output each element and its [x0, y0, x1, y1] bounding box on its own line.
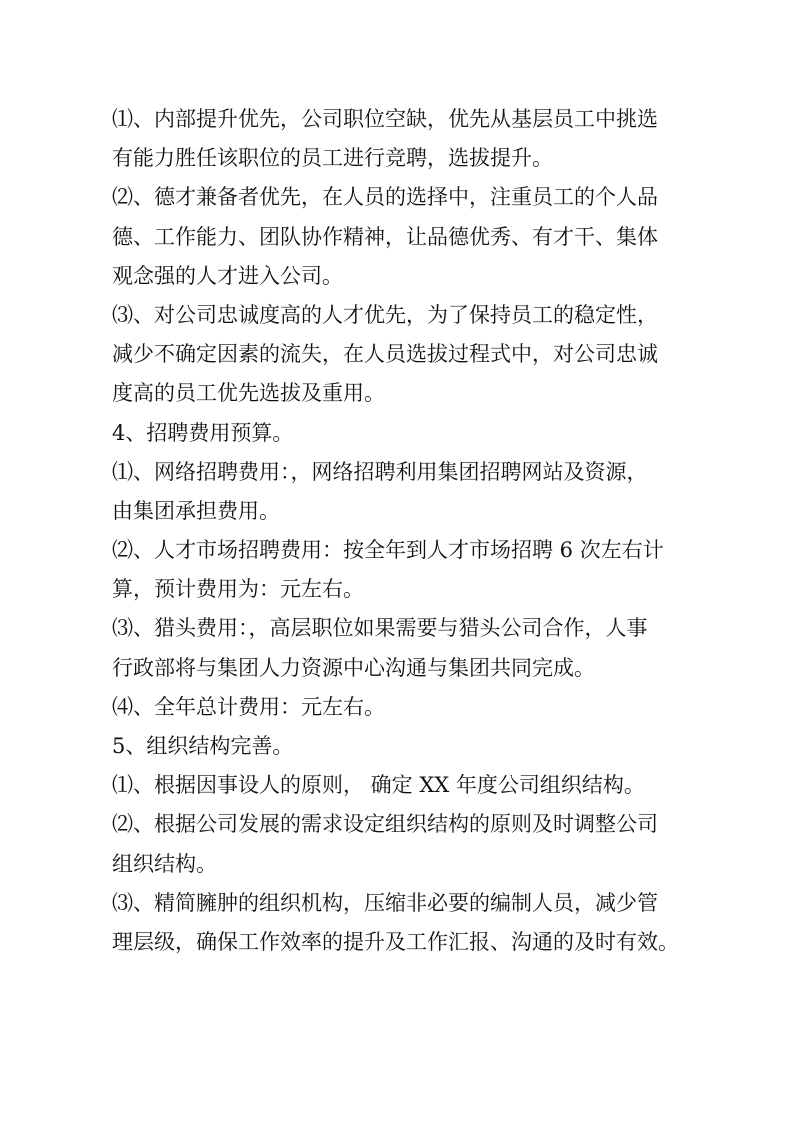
- text-line: ⑵、人才市场招聘费用：按全年到人才市场招聘 6 次左右计: [112, 538, 664, 563]
- text-line: ⑴、根据因事设人的原则， 确定 XX 年度公司组织结构。: [112, 773, 645, 798]
- text-line: ⑵、德才兼备者优先，在人员的选择中，注重员工的个人品: [112, 185, 658, 210]
- text-line: 算，预计费用为：元左右。: [112, 577, 364, 602]
- section-heading: 5、组织结构完善。: [112, 734, 294, 758]
- text-line: ⑵、根据公司发展的需求设定组织结构的原则及时调整公司: [112, 812, 658, 837]
- text-line: 有能力胜任该职位的员工进行竞聘，选拔提升。: [112, 146, 553, 171]
- text-line: 德、工作能力、团队协作精神，让品德优秀、有才干、集体: [112, 224, 658, 249]
- text-line: 组织结构。: [112, 851, 217, 876]
- text-line: 理层级，确保工作效率的提升及工作汇报、沟通的及时有效。: [112, 929, 679, 954]
- text-line: ⑶、精简臃肿的组织机构，压缩非必要的编制人员，减少管: [112, 890, 658, 915]
- text-line: ⑷、全年总计费用：元左右。: [112, 694, 385, 719]
- text-line: ⑴、网络招聘费用：，网络招聘利用集团招聘网站及资源，: [112, 459, 648, 484]
- text-line: 减少不确定因素的流失，在人员选拔过程式中，对公司忠诚: [112, 342, 658, 367]
- section-heading: 4、招聘费用预算。: [112, 420, 294, 445]
- text-line: 度高的员工优先选拔及重用。: [112, 381, 385, 406]
- document-body: [112, 100, 692, 962]
- text-line: 行政部将与集团人力资源中心沟通与集团共同完成。: [112, 655, 595, 680]
- text-line: ⑶、猎头费用：，高层职位如果需要与猎头公司合作，人事: [112, 616, 648, 641]
- text-line: ⑴、内部提升优先，公司职位空缺，优先从基层员工中挑选: [112, 107, 658, 131]
- text-line: 由集团承担费用。: [112, 498, 280, 523]
- text-line: 观念强的人才进入公司。: [112, 263, 343, 288]
- text-line: ⑶、对公司忠诚度高的人才优先，为了保持员工的稳定性，: [112, 302, 658, 327]
